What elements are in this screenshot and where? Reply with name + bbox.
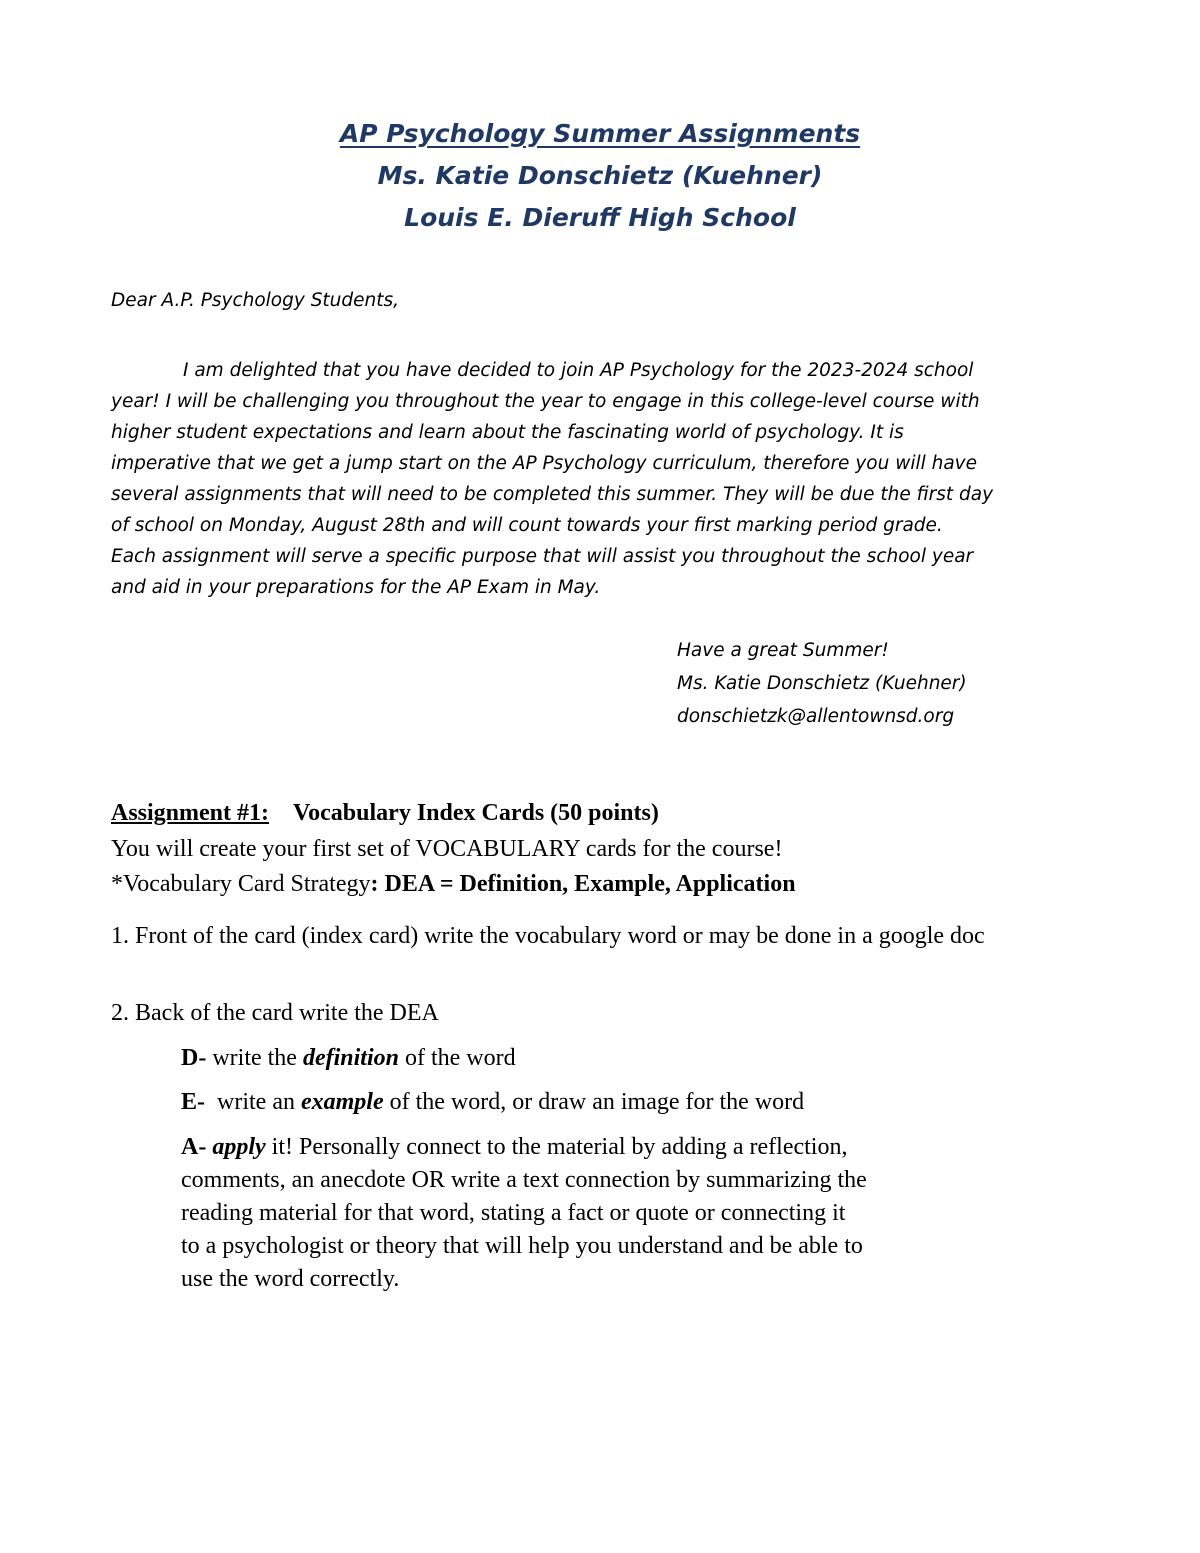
dea-e-key: E- bbox=[181, 1089, 205, 1115]
dea-a-key: A- bbox=[181, 1134, 207, 1160]
dea-definition bbox=[181, 1042, 1101, 1075]
dea-e-word: example bbox=[300, 1089, 384, 1115]
dea-d-post: of the word bbox=[398, 1045, 516, 1071]
document-title: AP Psychology Summer Assignments bbox=[339, 119, 861, 148]
dea-a-line bbox=[181, 1131, 1101, 1164]
letter-line: year! I will be challenging you throughout the year to engage in this college-level course with bbox=[111, 391, 980, 412]
dea-application bbox=[181, 1131, 1101, 1296]
letter-line: higher student expectations and learn about the fascinating world of psychology. It is bbox=[111, 422, 904, 443]
dea-d-pre: write the bbox=[206, 1045, 303, 1071]
letter-line: I am delighted that you have decided to join AP Psychology for the 2023-2024 school bbox=[183, 360, 974, 381]
assignment-heading bbox=[111, 797, 1101, 830]
assignment-intro-text: You will create your first set of VOCABULARY cards for the course! bbox=[111, 836, 783, 862]
letter-line: and aid in your preparations for the AP Exam in May. bbox=[111, 577, 601, 598]
strategy-prefix: *Vocabulary Card Strategy bbox=[111, 871, 371, 897]
dea-d-word: definition bbox=[302, 1045, 399, 1071]
dea-a-line: comments, an anecdote OR write a text connection by summarizing the bbox=[181, 1167, 867, 1193]
dea-e-pre: write an bbox=[205, 1089, 301, 1115]
assignment-title: Vocabulary Index Cards (50 points) bbox=[293, 800, 659, 826]
teacher-email: donschietzk@allentownsd.org bbox=[677, 706, 955, 727]
dea-a-line: use the word correctly. bbox=[181, 1266, 400, 1292]
dea-example bbox=[181, 1086, 1101, 1119]
letter-body bbox=[111, 355, 1091, 603]
vocabulary-strategy bbox=[111, 867, 1101, 902]
letter-line: Each assignment will serve a specific purpose that will assist you throughout the school year bbox=[111, 546, 974, 567]
letter-signature: Ms. Katie Donschietz (Kuehner) bbox=[677, 673, 967, 694]
assignment-intro bbox=[111, 832, 1101, 902]
letter-closing: Have a great Summer! bbox=[677, 640, 889, 661]
dea-a-line: reading material for that word, stating a fact or quote or connecting it bbox=[181, 1200, 846, 1226]
document-header bbox=[0, 113, 1200, 239]
step-2: 2. Back of the card write the DEA bbox=[111, 1000, 439, 1026]
dea-e-post: of the word, or draw an image for the word bbox=[383, 1089, 805, 1115]
letter-salutation: Dear A.P. Psychology Students, bbox=[111, 290, 400, 311]
letter-line: of school on Monday, August 28th and will count towards your first marking period grade. bbox=[111, 515, 943, 536]
assignment-label: Assignment #1: bbox=[111, 800, 270, 826]
teacher-name: Ms. Katie Donschietz (Kuehner) bbox=[377, 161, 823, 190]
dea-a-text: it! Personally connect to the material by adding a reflection, bbox=[265, 1134, 848, 1160]
letter-line: several assignments that will need to be completed this summer. They will be due the first day bbox=[111, 484, 994, 505]
letter-closing-block bbox=[677, 634, 967, 733]
dea-a-line: to a psychologist or theory that will help you understand and be able to bbox=[181, 1233, 863, 1259]
school-name: Louis E. Dieruff High School bbox=[404, 203, 796, 232]
strategy-value: : DEA = Definition, Example, Application bbox=[370, 871, 796, 897]
dea-a-word: apply bbox=[212, 1134, 266, 1160]
step-1: 1. Front of the card (index card) write the vocabulary word or may be done in a google doc bbox=[111, 923, 985, 949]
letter-line: imperative that we get a jump start on the AP Psychology curriculum, therefore you will have bbox=[111, 453, 978, 474]
dea-d-key: D- bbox=[181, 1045, 207, 1071]
